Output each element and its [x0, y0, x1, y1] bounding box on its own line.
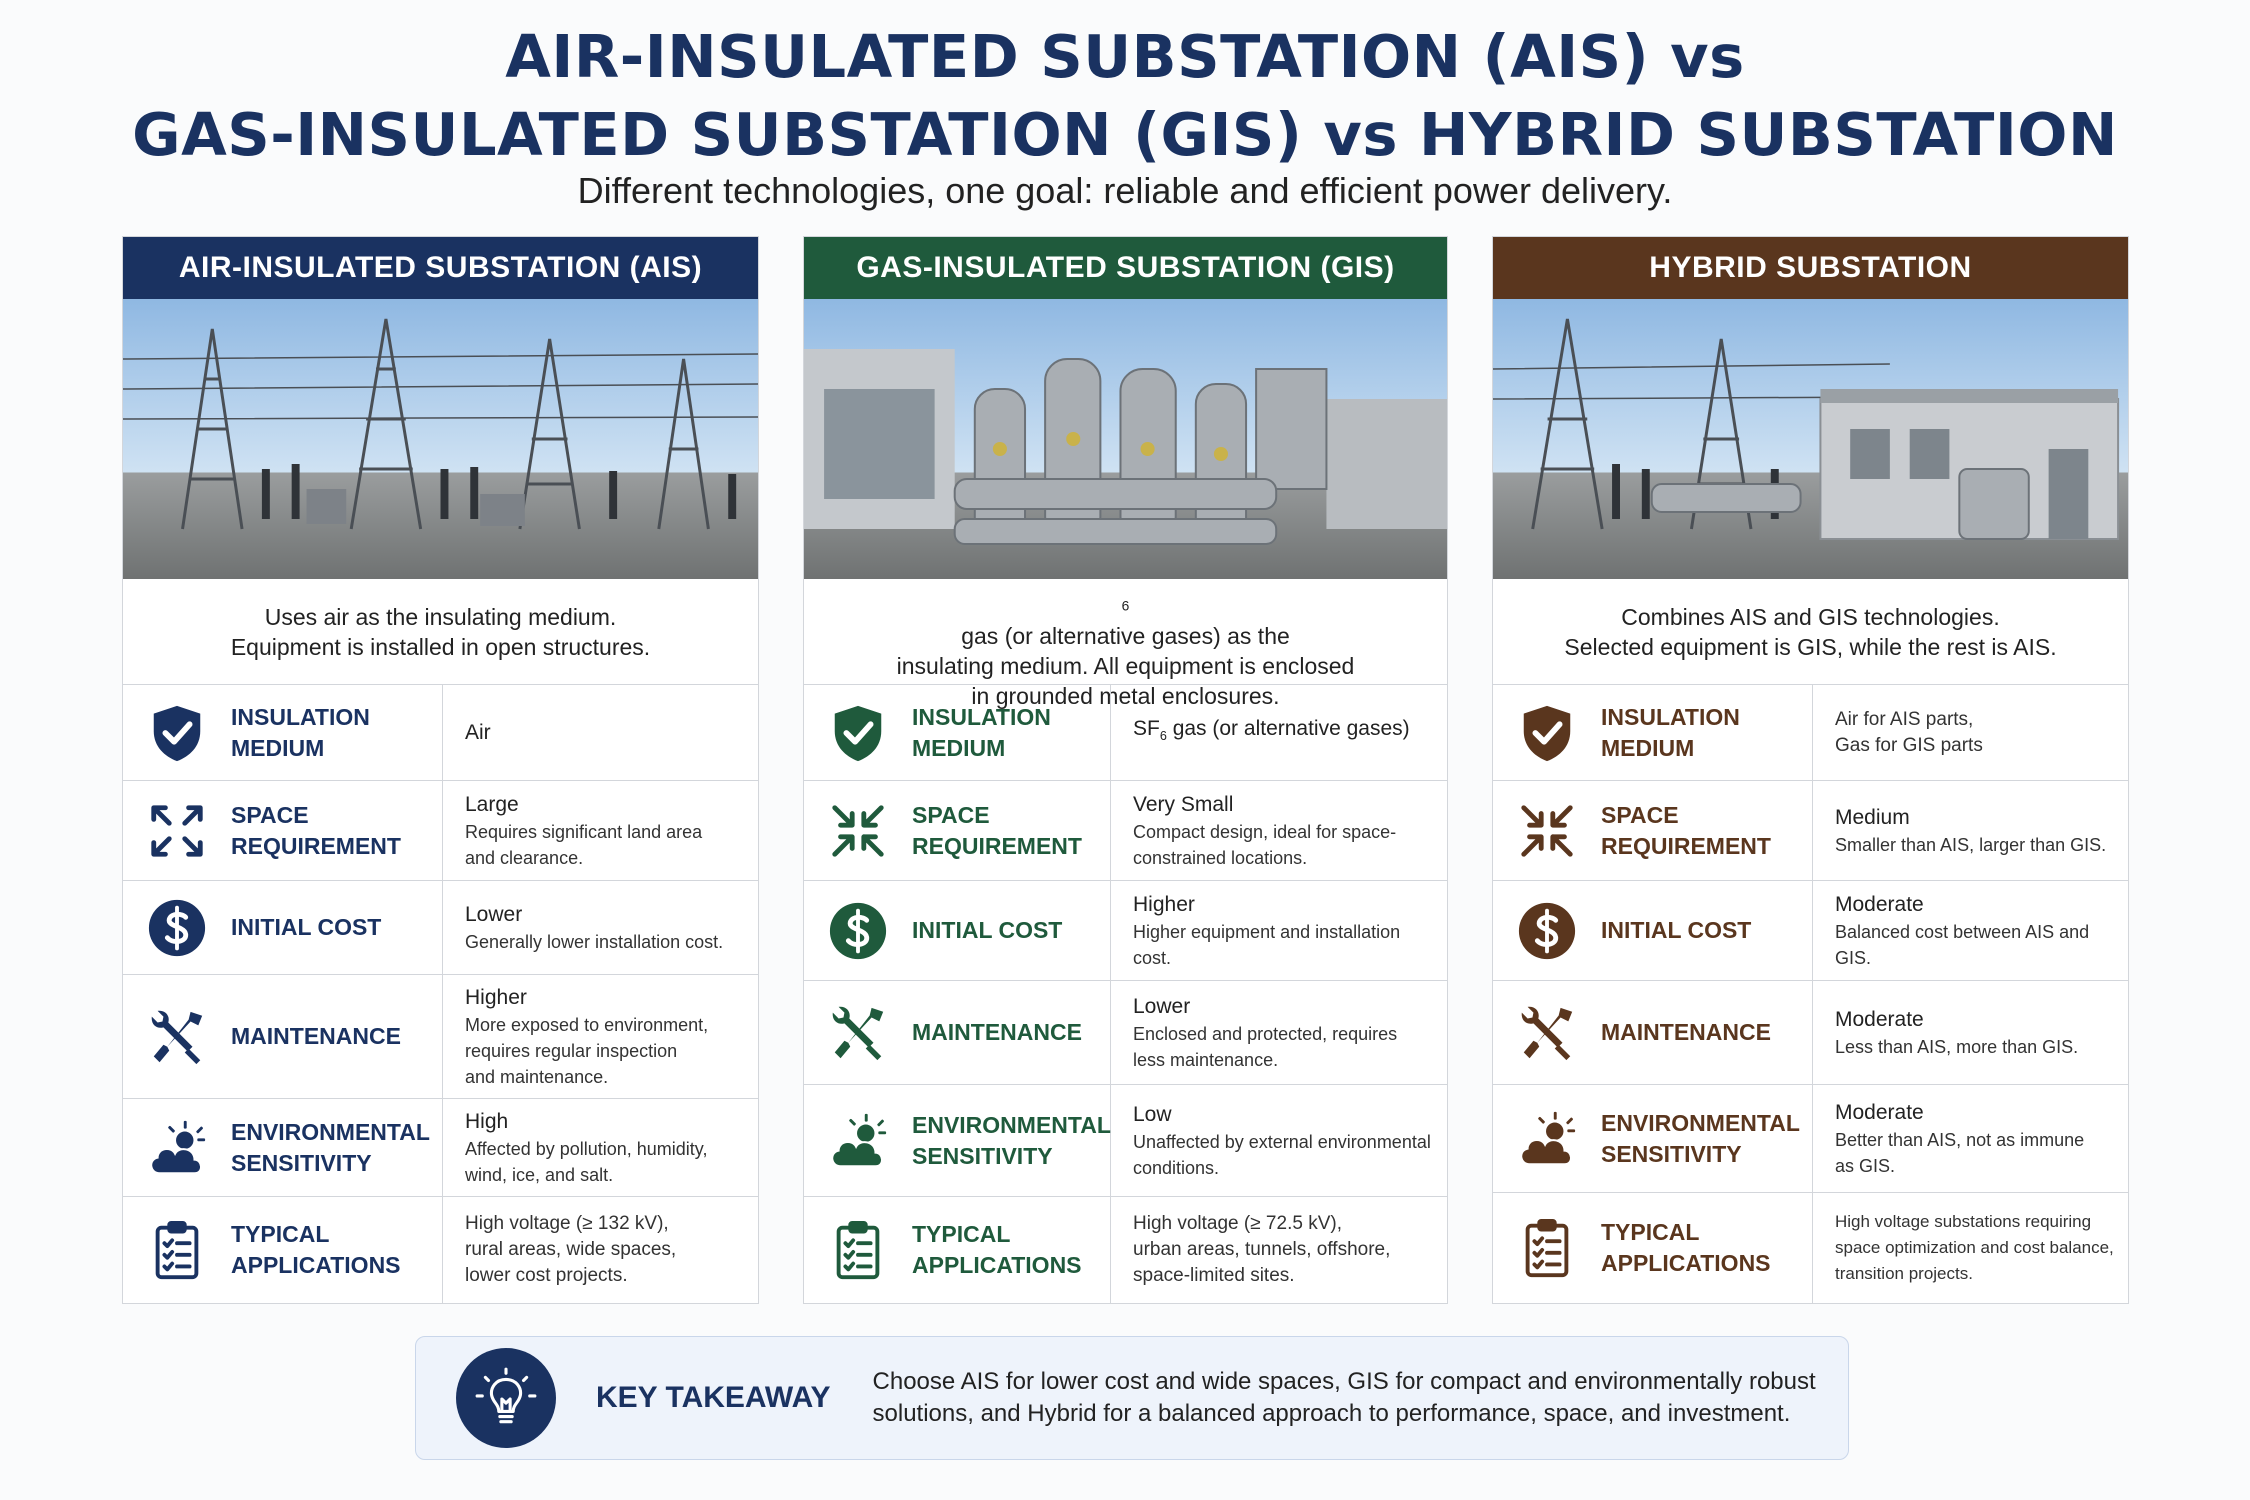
shield-check-icon: [1493, 702, 1601, 764]
compress-arrows-icon: [1493, 800, 1601, 862]
row-value: [443, 685, 758, 780]
row-label-text: TYPICAL: [231, 1221, 330, 1247]
value-title: Medium: [1835, 805, 1910, 829]
title-line-2: GAS-INSULATED SUBSTATION (GIS) vs HYBRID SUBSTATION: [132, 100, 2118, 169]
clipboard-icon: [1493, 1217, 1601, 1279]
row-label: [123, 685, 443, 780]
ais-header: AIR-INSULATED SUBSTATION (AIS): [123, 237, 758, 299]
hybrid-header: HYBRID SUBSTATION: [1493, 237, 2128, 299]
value-title: Air: [465, 720, 491, 744]
row-value: [1813, 981, 2128, 1084]
row-label-text: SENSITIVITY: [1601, 1140, 1742, 1167]
value-desc: less maintenance.: [1133, 1049, 1279, 1070]
ais-row-cost: [123, 881, 758, 975]
hybrid-row-environment: [1493, 1085, 2128, 1193]
key-takeaway-line: Choose AIS for lower cost and wide spaces, GIS for compact and environmentally robust: [872, 1368, 1816, 1395]
row-label-text: APPLICATIONS: [231, 1252, 401, 1278]
row-value: [1813, 1085, 2128, 1192]
value-desc: More exposed to environment,: [465, 1014, 709, 1035]
row-label-text: MEDIUM: [912, 734, 1006, 761]
value-desc: as GIS.: [1835, 1155, 1896, 1176]
value-title: [1133, 715, 1437, 750]
row-label-text: SENSITIVITY: [231, 1149, 372, 1176]
value-desc: and maintenance.: [465, 1066, 609, 1087]
shield-check-icon: [123, 702, 231, 764]
row-label-text: SENSITIVITY: [912, 1142, 1053, 1169]
row-label: [1493, 685, 1813, 780]
row-label-text: INSULATION: [1601, 703, 1740, 730]
row-label: [123, 1099, 443, 1196]
lightbulb-icon: [456, 1348, 556, 1448]
value-desc: space-limited sites.: [1133, 1265, 1295, 1286]
row-label: [1493, 981, 1813, 1084]
ais-row-applications: [123, 1197, 758, 1303]
row-label: [123, 881, 443, 974]
value-desc: transition projects.: [1835, 1264, 1973, 1283]
gis-row-applications: [804, 1197, 1447, 1303]
gis-photo: [804, 299, 1447, 579]
value-desc: High voltage (≥ 132 kV),: [465, 1213, 669, 1234]
cloud-sun-icon: [804, 1110, 912, 1172]
row-label-text: TYPICAL: [1601, 1219, 1700, 1245]
row-label-text: REQUIREMENT: [912, 832, 1082, 859]
value-title: Lower: [465, 902, 523, 926]
value-title-text: gas (or alternative gases): [1166, 716, 1410, 740]
gis-row-environment: [804, 1085, 1447, 1197]
row-label-text: ENVIRONMENTAL: [231, 1118, 430, 1145]
gis-description-line: insulating medium. All equipment is enclosed: [896, 653, 1355, 680]
value-title: Low: [1133, 1102, 1172, 1126]
row-label: [123, 1197, 443, 1303]
row-value: [1111, 981, 1447, 1084]
gis-panel: [803, 236, 1448, 1304]
row-label-text: INITIAL COST: [231, 914, 382, 940]
row-label-text: MAINTENANCE: [912, 1019, 1082, 1045]
value-desc: Compact design, ideal for space-: [1133, 821, 1397, 842]
row-label-text: INITIAL COST: [912, 917, 1063, 943]
row-label: [804, 685, 1111, 780]
row-value: [443, 1197, 758, 1303]
key-takeaway-box: [415, 1336, 1849, 1460]
row-value: [1111, 881, 1447, 980]
row-label-text: INSULATION: [912, 703, 1051, 730]
dollar-icon: [123, 897, 231, 959]
value-title: Moderate: [1835, 892, 1924, 916]
ais-description-line: Equipment is installed in open structures.: [230, 633, 651, 660]
value-desc: conditions.: [1133, 1157, 1220, 1178]
value-desc: Less than AIS, more than GIS.: [1835, 1036, 2079, 1057]
row-label-text: MAINTENANCE: [231, 1023, 401, 1049]
value-desc: High voltage substations requiring: [1835, 1212, 2092, 1231]
row-label: [1493, 781, 1813, 880]
value-desc: requires regular inspection: [465, 1040, 678, 1061]
value-desc: space optimization and cost balance,: [1835, 1238, 2114, 1257]
value-title: Large: [465, 792, 519, 816]
value-desc: Balanced cost between AIS and GIS.: [1835, 921, 2090, 968]
page-subtitle: Different technologies, one goal: reliable and efficient power delivery.: [577, 170, 1673, 211]
value-desc: Unaffected by external environmental: [1133, 1131, 1431, 1152]
value-desc: Affected by pollution, humidity,: [465, 1138, 708, 1159]
value-title-sub: 6: [1159, 729, 1167, 744]
ais-row-insulation: [123, 685, 758, 781]
row-label-text: MAINTENANCE: [1601, 1019, 1771, 1045]
tools-icon: [1493, 1002, 1601, 1064]
value-desc: Requires significant land area: [465, 821, 703, 842]
expand-arrows-icon: [123, 800, 231, 862]
value-title: High: [465, 1109, 509, 1133]
row-value: [443, 881, 758, 974]
row-label: [804, 881, 1111, 980]
gis-description-text: gas (or alternative gases) as the: [961, 623, 1290, 650]
row-label-text: REQUIREMENT: [1601, 832, 1771, 859]
tools-icon: [804, 1002, 912, 1064]
title-line-1: AIR-INSULATED SUBSTATION (AIS) vs: [505, 22, 1745, 91]
row-label: [804, 1197, 1111, 1303]
row-label-text: INSULATION: [231, 703, 370, 730]
hybrid-description: [1493, 579, 2128, 685]
row-label-text: ENVIRONMENTAL: [912, 1111, 1111, 1138]
ais-description: [123, 579, 758, 685]
row-label-text: SPACE: [912, 801, 990, 828]
value-desc: Gas for GIS parts: [1835, 734, 1983, 756]
ais-row-environment: [123, 1099, 758, 1197]
key-takeaway-title: KEY TAKEAWAY: [596, 1381, 831, 1414]
value-desc: lower cost projects.: [465, 1265, 628, 1286]
value-desc: constrained locations.: [1133, 847, 1308, 868]
shield-check-icon: [804, 702, 912, 764]
row-value: [1813, 685, 2128, 780]
ais-photo-illustration: [123, 299, 758, 579]
row-label-text: ENVIRONMENTAL: [1601, 1109, 1800, 1136]
gis-description-line: in grounded metal enclosures.: [971, 683, 1280, 710]
hybrid-photo: [1493, 299, 2128, 579]
value-desc: wind, ice, and salt.: [465, 1164, 614, 1185]
row-label: [1493, 881, 1813, 980]
row-value: [1813, 881, 2128, 980]
value-desc: Higher equipment and installation: [1133, 921, 1401, 942]
value-title: Higher: [465, 985, 527, 1009]
row-value: [443, 975, 758, 1098]
row-value: [1813, 1193, 2128, 1303]
value-desc: Enclosed and protected, requires: [1133, 1023, 1398, 1044]
value-title: Lower: [1133, 994, 1191, 1018]
row-label: [804, 781, 1111, 880]
hybrid-row-insulation: [1493, 685, 2128, 781]
row-label-text: SPACE: [231, 801, 309, 828]
row-value: [1111, 685, 1447, 780]
hybrid-row-cost: [1493, 881, 2128, 981]
hybrid-panel: [1492, 236, 2129, 1304]
hybrid-row-space: [1493, 781, 2128, 881]
row-value: [443, 1099, 758, 1196]
value-title: Very Small: [1133, 792, 1234, 816]
hybrid-description-line: Selected equipment is GIS, while the rest is AIS.: [1564, 633, 2057, 660]
dollar-icon: [804, 900, 912, 962]
ais-panel: [122, 236, 759, 1304]
row-value: [1111, 1085, 1447, 1196]
gis-row-cost: [804, 881, 1447, 981]
ais-description-line: Uses air as the insulating medium.: [264, 603, 617, 630]
value-title: Higher: [1133, 892, 1195, 916]
compress-arrows-icon: [804, 800, 912, 862]
key-takeaway-text: [873, 1366, 1816, 1430]
dollar-icon: [1493, 900, 1601, 962]
tools-icon: [123, 1006, 231, 1068]
ais-row-space: [123, 781, 758, 881]
value-desc: Smaller than AIS, larger than GIS.: [1835, 834, 2107, 855]
clipboard-icon: [123, 1219, 231, 1281]
cloud-sun-icon: [123, 1117, 231, 1179]
hybrid-description-line: Combines AIS and GIS technologies.: [1621, 603, 2000, 630]
value-desc: and clearance.: [465, 847, 584, 868]
row-label-text: REQUIREMENT: [231, 832, 401, 859]
row-label-text: APPLICATIONS: [1601, 1250, 1771, 1276]
gis-row-space: [804, 781, 1447, 881]
gis-photo-illustration: [804, 299, 1447, 579]
key-takeaway-line: solutions, and Hybrid for a balanced approach to performance, space, and investment.: [872, 1400, 1791, 1427]
row-label-text: TYPICAL: [912, 1221, 1011, 1247]
value-desc: Generally lower installation cost.: [465, 931, 724, 952]
row-label-text: SPACE: [1601, 801, 1679, 828]
row-label: [1493, 1085, 1813, 1192]
row-value: [1813, 781, 2128, 880]
hybrid-row-applications: [1493, 1193, 2128, 1303]
value-desc: rural areas, wide spaces,: [465, 1239, 677, 1260]
hybrid-row-maintenance: [1493, 981, 2128, 1085]
value-title-text: SF: [1133, 716, 1160, 740]
row-label: [804, 981, 1111, 1084]
value-desc: Better than AIS, not as immune: [1835, 1129, 2085, 1150]
gis-header: GAS-INSULATED SUBSTATION (GIS): [804, 237, 1447, 299]
value-title: Moderate: [1835, 1100, 1924, 1124]
ais-photo: [123, 299, 758, 579]
row-value: [1111, 781, 1447, 880]
hybrid-photo-illustration: [1493, 299, 2128, 579]
value-title: Moderate: [1835, 1007, 1924, 1031]
row-label-text: APPLICATIONS: [912, 1252, 1082, 1278]
value-desc: High voltage (≥ 72.5 kV),: [1133, 1213, 1342, 1234]
value-desc: Air for AIS parts,: [1835, 708, 1974, 730]
gis-row-insulation: [804, 685, 1447, 781]
row-label: [804, 1085, 1111, 1196]
row-label: [1493, 1193, 1813, 1303]
row-label-text: MEDIUM: [231, 734, 325, 761]
row-value: [443, 781, 758, 880]
ais-row-maintenance: [123, 975, 758, 1099]
row-label-text: MEDIUM: [1601, 734, 1695, 761]
row-label: [123, 781, 443, 880]
value-desc: cost.: [1133, 947, 1172, 968]
gis-description: [804, 579, 1447, 710]
gis-description-sub: 6: [1121, 598, 1130, 614]
value-desc: urban areas, tunnels, offshore,: [1133, 1239, 1391, 1260]
clipboard-icon: [804, 1219, 912, 1281]
row-label-text: INITIAL COST: [1601, 917, 1752, 943]
page-title: [0, 18, 2250, 174]
row-label: [123, 975, 443, 1098]
cloud-sun-icon: [1493, 1108, 1601, 1170]
gis-row-maintenance: [804, 981, 1447, 1085]
row-value: [1111, 1197, 1447, 1303]
